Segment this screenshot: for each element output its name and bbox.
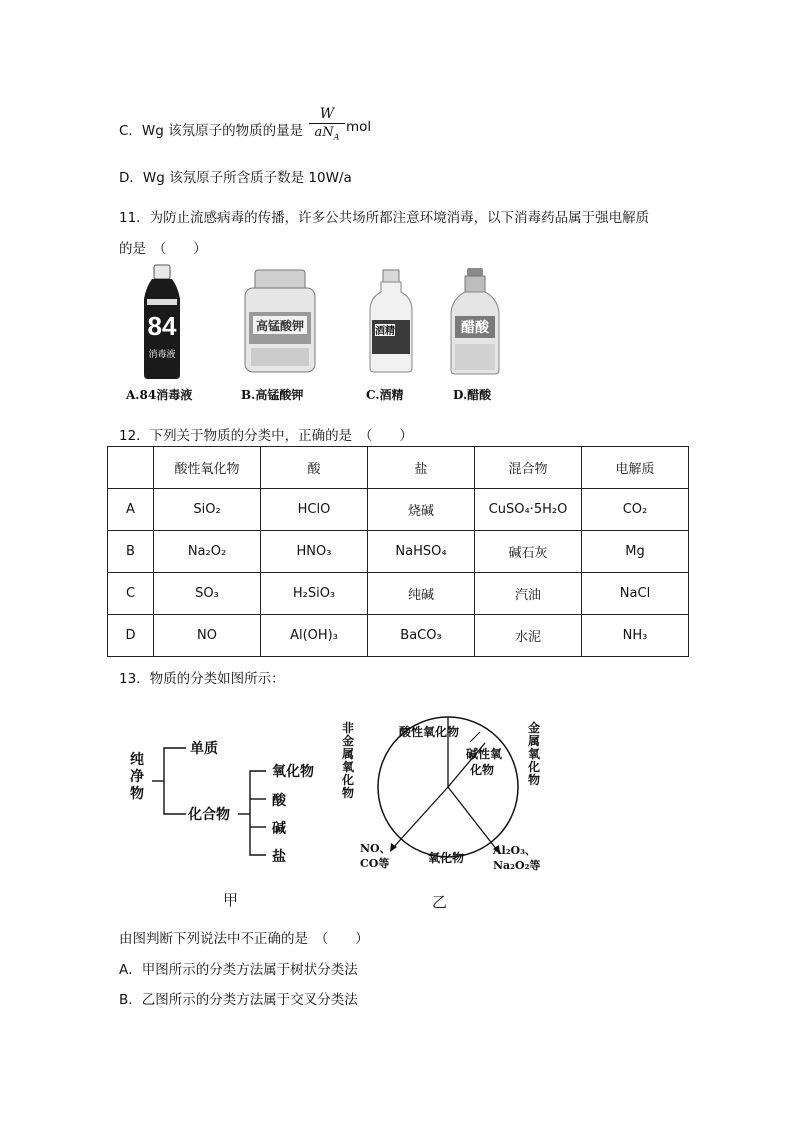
q10-unit: mol: [346, 119, 372, 135]
alcohol-bottle-label: 酒精: [375, 326, 395, 337]
table-cell: 纯碱: [368, 573, 475, 615]
label-oxide: 氧化物: [428, 851, 465, 865]
table-cell: SiO₂: [154, 489, 261, 531]
caption-d: D.醋酸: [453, 388, 492, 402]
q13-stem: 13．物质的分类如图所示：: [119, 671, 285, 687]
table-cell: CuSO₄·5H₂O: [475, 489, 582, 531]
classification-table: [107, 446, 689, 657]
figure-label-jia: 甲: [223, 891, 239, 909]
kmno4-jar-label: 高锰酸钾: [255, 319, 305, 333]
bottle-84-image: [138, 263, 186, 381]
table-header-cell: 混合物: [475, 447, 582, 489]
table-header-cell: 酸性氧化物: [154, 447, 261, 489]
kmno4-jar-image: [241, 268, 319, 374]
tree-leaf-acid: 酸: [272, 793, 286, 809]
table-cell: Mg: [582, 531, 689, 573]
table-header-cell: 盐: [368, 447, 475, 489]
bottle-84-sublabel: 消毒液: [148, 350, 176, 360]
q10-option-d: D．Wg 该氖原子所含质子数是 10W/a: [119, 170, 352, 186]
table-header-cell: 电解质: [582, 447, 689, 489]
label-basic-oxide-line1: 碱性氧: [466, 747, 503, 761]
q11-stem-line2: 的是 （ ）: [119, 241, 207, 257]
tree-root-label: 纯净物: [130, 752, 144, 802]
q13-option-a: A．甲图所示的分类方法属于树状分类法: [119, 962, 358, 978]
tree-leaf-oxide: 氧化物: [272, 764, 314, 780]
acetic-acid-bottle-label: 醋酸: [461, 320, 489, 336]
example-al2o3-line1: Al₂O₃、: [493, 844, 536, 857]
q10-fraction: [309, 106, 345, 146]
table-cell: 烧碱: [368, 489, 475, 531]
table-row: [108, 573, 689, 615]
table-cell: Na₂O₂: [154, 531, 261, 573]
tree-node-element: 单质: [190, 741, 218, 757]
table-header-row: [108, 447, 689, 489]
example-na2o2-line2: Na₂O₂等: [493, 859, 541, 872]
table-cell: A: [108, 489, 154, 531]
table-cell: NH₃: [582, 615, 689, 657]
caption-b: B.高锰酸钾: [241, 388, 304, 402]
q12-stem: 12．下列关于物质的分类中，正确的是 （ ）: [119, 428, 413, 444]
tree-leaf-salt: 盐: [272, 849, 286, 865]
table-cell: 碱石灰: [475, 531, 582, 573]
table-cell: SO₃: [154, 573, 261, 615]
table-cell: Al(OH)₃: [261, 615, 368, 657]
table-cell: NaCl: [582, 573, 689, 615]
q11-stem-line1: 11．为防止流感病毒的传播，许多公共场所都注意环境消毒，以下消毒药品属于强电解质: [119, 210, 650, 226]
fraction-denominator: [309, 125, 345, 146]
example-no-co-line1: NO、: [360, 842, 391, 855]
label-basic-oxide-line2: 化物: [470, 763, 495, 777]
table-cell: NaHSO₄: [368, 531, 475, 573]
tree-node-compound: 化合物: [188, 807, 230, 823]
table-cell: NO: [154, 615, 261, 657]
table-cell: HNO₃: [261, 531, 368, 573]
table-cell: C: [108, 573, 154, 615]
bottle-84-label: 84: [147, 311, 177, 341]
caption-a: A.84消毒液: [126, 388, 193, 402]
label-acidic-oxide: 酸性氧化物: [399, 725, 460, 739]
acetic-acid-bottle-image: [447, 266, 503, 376]
table-cell: H₂SiO₃: [261, 573, 368, 615]
q13-option-b: B．乙图所示的分类方法属于交叉分类法: [119, 992, 358, 1008]
table-cell: CO₂: [582, 489, 689, 531]
alcohol-bottle-image: [366, 268, 416, 374]
table-row: [108, 489, 689, 531]
table-cell: 汽油: [475, 573, 582, 615]
q10-option-c: [119, 119, 303, 139]
label-metal-oxide: 金属氧化物: [527, 721, 540, 787]
table-cell: 水泥: [475, 615, 582, 657]
table-cell: HClO: [261, 489, 368, 531]
table-header-cell: 酸: [261, 447, 368, 489]
fraction-den-sub: A: [333, 132, 340, 142]
table-cell: B: [108, 531, 154, 573]
tree-leaf-base: 碱: [272, 821, 286, 837]
example-no-co-line2: CO等: [360, 857, 390, 870]
table-cell: BaCO₃: [368, 615, 475, 657]
q10-option-c-text: C．Wg 该氖原子的物质的量是: [119, 123, 304, 139]
table-row: [108, 531, 689, 573]
fraction-den-main: aN: [314, 125, 334, 140]
table-header-cell: [108, 447, 154, 489]
fraction-numerator: W: [319, 106, 335, 122]
fraction-bar: [309, 123, 345, 124]
figure-label-yi: 乙: [432, 893, 448, 911]
caption-c: C.酒精: [366, 388, 404, 402]
q13-question: 由图判断下列说法中不正确的是 （ ）: [119, 931, 369, 947]
table-cell: D: [108, 615, 154, 657]
label-nonmetal-oxide: 非金属氧化物: [341, 721, 354, 800]
table-row: [108, 615, 689, 657]
